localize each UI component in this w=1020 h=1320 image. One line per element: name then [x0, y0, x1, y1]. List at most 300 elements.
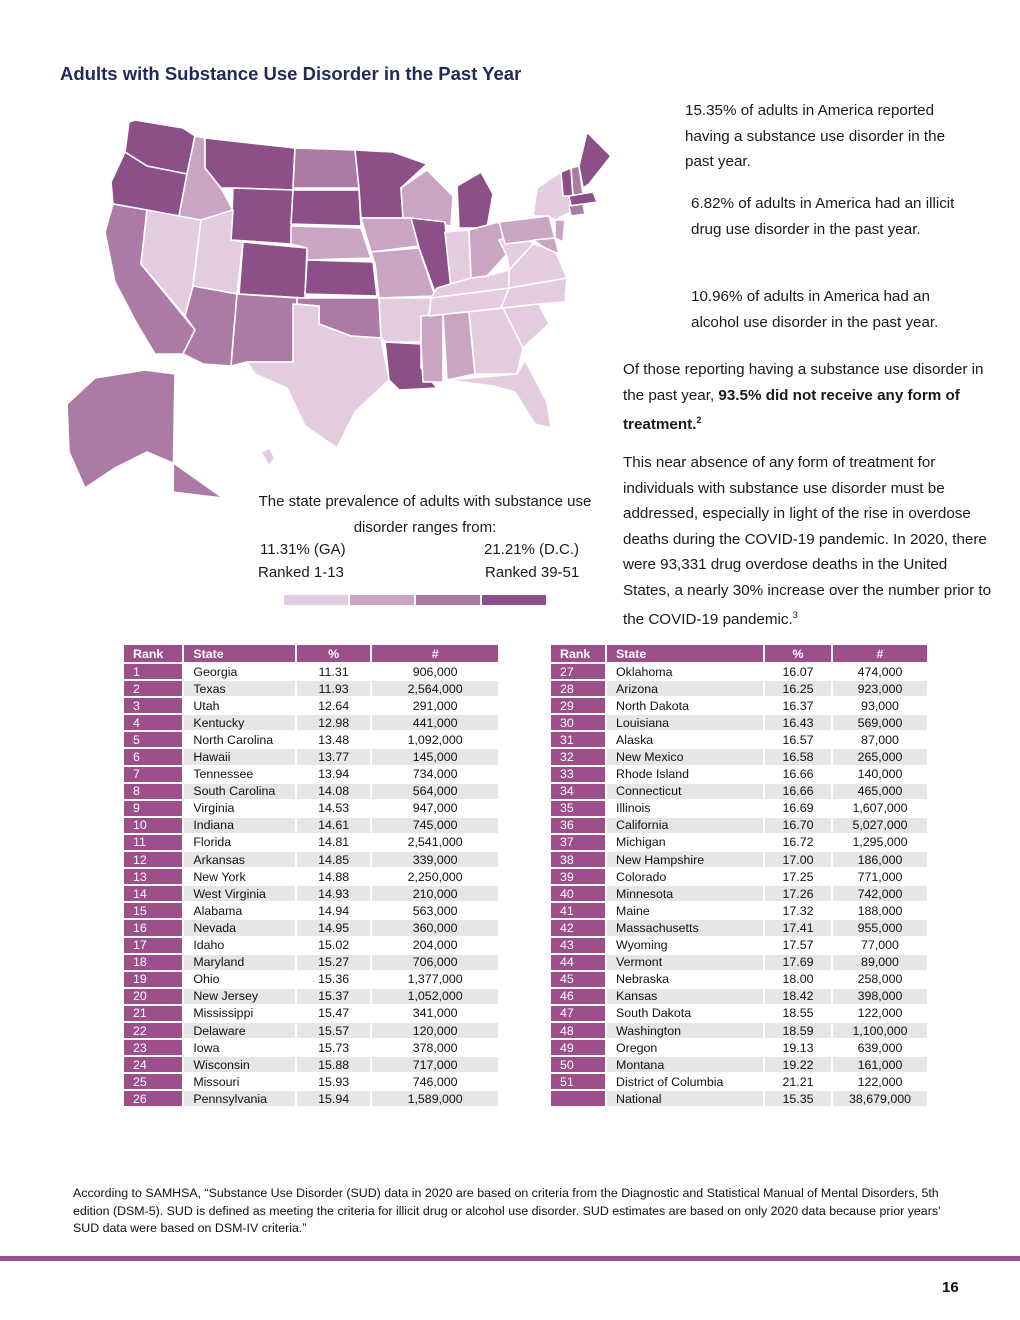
table-row: [123, 885, 499, 902]
state-cell: Oregon: [606, 1039, 764, 1056]
count-cell: 258,000: [832, 971, 928, 988]
stat-illicit-drug: 6.82% of adults in America had an illicit drug use disorder in the past year.: [691, 195, 955, 238]
count-cell: 120,000: [371, 1022, 499, 1039]
count-cell: 291,000: [371, 697, 499, 714]
count-cell: 89,000: [832, 954, 928, 971]
rank-cell: 50: [550, 1056, 606, 1073]
state-cell: Colorado: [606, 868, 764, 885]
state-cell: Delaware: [183, 1022, 296, 1039]
rank-cell: 42: [550, 919, 606, 936]
table-row: [550, 971, 928, 988]
rank-cell: 22: [123, 1022, 183, 1039]
pct-cell: 15.88: [296, 1056, 371, 1073]
count-cell: 93,000: [832, 697, 928, 714]
header-rank: Rank: [550, 644, 606, 663]
state-KS: [305, 260, 377, 296]
table-row: [123, 988, 499, 1005]
table-row: [123, 766, 499, 783]
count-cell: 955,000: [832, 919, 928, 936]
table-row: [550, 1039, 928, 1056]
rank-cell: 11: [123, 834, 183, 851]
footer-rule: [0, 1256, 1020, 1261]
table-row: [123, 1073, 499, 1090]
table-row: [550, 1056, 928, 1073]
count-cell: 339,000: [371, 851, 499, 868]
count-cell: 38,679,000: [832, 1090, 928, 1107]
state-cell: North Dakota: [606, 697, 764, 714]
pct-cell: 21.21: [764, 1073, 832, 1090]
count-cell: 563,000: [371, 902, 499, 919]
header-num: #: [832, 644, 928, 663]
count-cell: 122,000: [832, 1073, 928, 1090]
rank-cell: 12: [123, 851, 183, 868]
rank-cell: 1: [123, 663, 183, 680]
table-row: [550, 988, 928, 1005]
state-SD: [291, 190, 361, 226]
table-row: [550, 766, 928, 783]
table-row: [550, 1090, 928, 1107]
table-row: [550, 697, 928, 714]
no-treatment-lead: Of those reporting having a substance use disorder in the past year,: [623, 361, 984, 404]
table-row: [550, 851, 928, 868]
state-cell: Alaska: [606, 731, 764, 748]
rank-cell: 29: [550, 697, 606, 714]
legend-swatch-4: [482, 595, 546, 605]
table-row: [123, 954, 499, 971]
rank-cell: 13: [123, 868, 183, 885]
rank-cell: 32: [550, 748, 606, 765]
count-cell: 923,000: [832, 680, 928, 697]
pct-cell: 16.66: [764, 766, 832, 783]
rank-cell: 28: [550, 680, 606, 697]
state-cell: Rhode Island: [606, 766, 764, 783]
footnote-ref-2: 2: [696, 415, 702, 425]
pct-cell: 16.70: [764, 817, 832, 834]
table-row: [550, 902, 928, 919]
table-row: [123, 800, 499, 817]
count-cell: 474,000: [832, 663, 928, 680]
state-cell: Wisconsin: [183, 1056, 296, 1073]
count-cell: 2,541,000: [371, 834, 499, 851]
count-cell: 1,100,000: [832, 1022, 928, 1039]
legend-title: The state prevalence of adults with substance use disorder ranges from:: [258, 493, 592, 536]
pct-cell: 11.31: [296, 663, 371, 680]
count-cell: 1,377,000: [371, 971, 499, 988]
count-cell: 1,607,000: [832, 800, 928, 817]
pct-cell: 16.58: [764, 748, 832, 765]
state-cell: North Carolina: [183, 731, 296, 748]
overdose-text: This near absence of any form of treatment for individuals with substance use disorder must be addressed, especially in light of the rise in overdose deaths during the COVID-19 pandemic. In 2020, there were 93,331 drug overdose deaths in the United States, a nearly 30% increase over the number prior to the COVID-19 pandemic.: [623, 454, 992, 629]
count-cell: 1,052,000: [371, 988, 499, 1005]
rank-cell: 24: [123, 1056, 183, 1073]
table-row: [123, 834, 499, 851]
stat-sud-total: 15.35% of adults in America reported having a substance use disorder in the past year.: [685, 102, 946, 170]
state-cell: Virginia: [183, 800, 296, 817]
rank-cell: 17: [123, 937, 183, 954]
state-MT: [205, 138, 295, 190]
pct-cell: 13.94: [296, 766, 371, 783]
rank-cell: [550, 1090, 606, 1107]
table-row: [123, 783, 499, 800]
state-ME: [579, 132, 611, 188]
rank-cell: 15: [123, 902, 183, 919]
state-cell: District of Columbia: [606, 1073, 764, 1090]
count-cell: 771,000: [832, 868, 928, 885]
table-row: [123, 731, 499, 748]
count-cell: 717,000: [371, 1056, 499, 1073]
pct-cell: 15.02: [296, 937, 371, 954]
count-cell: 742,000: [832, 885, 928, 902]
rank-cell: 25: [123, 1073, 183, 1090]
pct-cell: 18.00: [764, 971, 832, 988]
rank-cell: 20: [123, 988, 183, 1005]
pct-cell: 17.57: [764, 937, 832, 954]
pct-cell: 15.94: [296, 1090, 371, 1107]
state-cell: Maryland: [183, 954, 296, 971]
state-cell: Washington: [606, 1022, 764, 1039]
legend-low-value: 11.31% (GA): [260, 541, 346, 558]
count-cell: 265,000: [832, 748, 928, 765]
pct-cell: 15.93: [296, 1073, 371, 1090]
pct-cell: 16.25: [764, 680, 832, 697]
rank-cell: 41: [550, 902, 606, 919]
legend-high-rank: Ranked 39-51: [485, 564, 580, 581]
state-cell: South Dakota: [606, 1005, 764, 1022]
state-cell: Iowa: [183, 1039, 296, 1056]
rank-cell: 51: [550, 1073, 606, 1090]
table-row: [550, 937, 928, 954]
pct-cell: 14.08: [296, 783, 371, 800]
rank-cell: 49: [550, 1039, 606, 1056]
pct-cell: 14.93: [296, 885, 371, 902]
pct-cell: 17.25: [764, 868, 832, 885]
state-cell: Hawaii: [183, 748, 296, 765]
table-row: [550, 817, 928, 834]
state-cell: South Carolina: [183, 783, 296, 800]
count-cell: 1,092,000: [371, 731, 499, 748]
pct-cell: 16.66: [764, 783, 832, 800]
table-row: [550, 1005, 928, 1022]
rank-cell: 47: [550, 1005, 606, 1022]
table-row: [123, 663, 499, 680]
state-cell: Vermont: [606, 954, 764, 971]
table-row: [550, 954, 928, 971]
state-cell: Maine: [606, 902, 764, 919]
state-cell: California: [606, 817, 764, 834]
count-cell: 378,000: [371, 1039, 499, 1056]
count-cell: 341,000: [371, 1005, 499, 1022]
state-cell: Florida: [183, 834, 296, 851]
pct-cell: 15.36: [296, 971, 371, 988]
state-cell: New Hampshire: [606, 851, 764, 868]
count-cell: 706,000: [371, 954, 499, 971]
state-cell: Wyoming: [606, 937, 764, 954]
pct-cell: 15.27: [296, 954, 371, 971]
table-header-row: [550, 644, 928, 663]
pct-cell: 16.57: [764, 731, 832, 748]
count-cell: 2,564,000: [371, 680, 499, 697]
count-cell: 188,000: [832, 902, 928, 919]
count-cell: 947,000: [371, 800, 499, 817]
pct-cell: 16.72: [764, 834, 832, 851]
state-cell: Illinois: [606, 800, 764, 817]
count-cell: 204,000: [371, 937, 499, 954]
table-row: [550, 885, 928, 902]
pct-cell: 14.61: [296, 817, 371, 834]
state-CT: [569, 204, 585, 216]
state-cell: Missouri: [183, 1073, 296, 1090]
count-cell: 465,000: [832, 783, 928, 800]
legend-swatch-3: [416, 595, 480, 605]
rank-cell: 43: [550, 937, 606, 954]
legend-low-rank: Ranked 1-13: [258, 564, 344, 581]
header-state: State: [606, 644, 764, 663]
rank-cell: 44: [550, 954, 606, 971]
header-rank: Rank: [123, 644, 183, 663]
state-cell: Kentucky: [183, 714, 296, 731]
pct-cell: 19.13: [764, 1039, 832, 1056]
pct-cell: 18.55: [764, 1005, 832, 1022]
count-cell: 1,295,000: [832, 834, 928, 851]
state-cell: Oklahoma: [606, 663, 764, 680]
count-cell: 186,000: [832, 851, 928, 868]
state-cell: Indiana: [183, 817, 296, 834]
count-cell: 145,000: [371, 748, 499, 765]
table-row: [123, 971, 499, 988]
page-number: 16: [942, 1279, 959, 1296]
count-cell: 140,000: [832, 766, 928, 783]
state-ND: [293, 148, 359, 188]
rank-cell: 48: [550, 1022, 606, 1039]
table-row: [123, 817, 499, 834]
state-cell: New York: [183, 868, 296, 885]
legend-swatch-2: [350, 595, 414, 605]
rank-cell: 33: [550, 766, 606, 783]
count-cell: 564,000: [371, 783, 499, 800]
table-row: [123, 937, 499, 954]
rank-table-left: [122, 643, 500, 1108]
table-row: [123, 851, 499, 868]
rank-cell: 26: [123, 1090, 183, 1107]
pct-cell: 11.93: [296, 680, 371, 697]
rank-cell: 9: [123, 800, 183, 817]
rank-cell: 5: [123, 731, 183, 748]
state-cell: Alabama: [183, 902, 296, 919]
pct-cell: 15.37: [296, 988, 371, 1005]
rank-cell: 7: [123, 766, 183, 783]
rank-cell: 39: [550, 868, 606, 885]
pct-cell: 13.48: [296, 731, 371, 748]
table-header-row: [123, 644, 499, 663]
rank-cell: 36: [550, 817, 606, 834]
state-AK: [67, 370, 223, 498]
count-cell: 639,000: [832, 1039, 928, 1056]
pct-cell: 18.42: [764, 988, 832, 1005]
table-row: [550, 748, 928, 765]
rank-cell: 40: [550, 885, 606, 902]
state-IA: [361, 218, 419, 252]
state-cell: West Virginia: [183, 885, 296, 902]
count-cell: 360,000: [371, 919, 499, 936]
rank-cell: 46: [550, 988, 606, 1005]
stat-no-treatment: [623, 357, 993, 438]
page-title: Adults with Substance Use Disorder in the Past Year: [60, 63, 522, 84]
state-HI: [261, 448, 275, 466]
state-cell: Pennsylvania: [183, 1090, 296, 1107]
rank-cell: 10: [123, 817, 183, 834]
count-cell: 734,000: [371, 766, 499, 783]
pct-cell: 14.81: [296, 834, 371, 851]
count-cell: 569,000: [832, 714, 928, 731]
table-row: [550, 680, 928, 697]
rank-cell: 45: [550, 971, 606, 988]
header-state: State: [183, 644, 296, 663]
state-cell: Mississippi: [183, 1005, 296, 1022]
table-row: [123, 680, 499, 697]
count-cell: 210,000: [371, 885, 499, 902]
pct-cell: 16.43: [764, 714, 832, 731]
count-cell: 906,000: [371, 663, 499, 680]
rank-cell: 35: [550, 800, 606, 817]
count-cell: 5,027,000: [832, 817, 928, 834]
state-cell: Arizona: [606, 680, 764, 697]
state-MI: [457, 172, 493, 228]
pct-cell: 17.00: [764, 851, 832, 868]
state-cell: Montana: [606, 1056, 764, 1073]
pct-cell: 17.32: [764, 902, 832, 919]
state-cell: Michigan: [606, 834, 764, 851]
legend-high-value: 21.21% (D.C.): [484, 541, 580, 558]
table-row: [123, 868, 499, 885]
state-cell: Texas: [183, 680, 296, 697]
pct-cell: 15.47: [296, 1005, 371, 1022]
count-cell: 122,000: [832, 1005, 928, 1022]
count-cell: 746,000: [371, 1073, 499, 1090]
table-row: [550, 663, 928, 680]
state-cell: Arkansas: [183, 851, 296, 868]
rank-cell: 18: [123, 954, 183, 971]
pct-cell: 17.41: [764, 919, 832, 936]
count-cell: 87,000: [832, 731, 928, 748]
table-row: [123, 1056, 499, 1073]
state-cell: Kansas: [606, 988, 764, 1005]
table-row: [123, 1022, 499, 1039]
state-MS: [421, 314, 443, 382]
state-cell: National: [606, 1090, 764, 1107]
pct-cell: 18.59: [764, 1022, 832, 1039]
rank-table-right: [549, 643, 929, 1108]
pct-cell: 14.95: [296, 919, 371, 936]
pct-cell: 16.07: [764, 663, 832, 680]
rank-cell: 34: [550, 783, 606, 800]
count-cell: 441,000: [371, 714, 499, 731]
pct-cell: 14.53: [296, 800, 371, 817]
table-row: [123, 714, 499, 731]
state-cell: Nebraska: [606, 971, 764, 988]
rank-cell: 16: [123, 919, 183, 936]
table-row: [123, 919, 499, 936]
table-row: [550, 868, 928, 885]
count-cell: 77,000: [832, 937, 928, 954]
header-num: #: [371, 644, 499, 663]
pct-cell: 15.73: [296, 1039, 371, 1056]
pct-cell: 14.88: [296, 868, 371, 885]
table-row: [123, 902, 499, 919]
state-cell: New Jersey: [183, 988, 296, 1005]
header-pct: %: [764, 644, 832, 663]
rank-cell: 14: [123, 885, 183, 902]
table-row: [550, 1022, 928, 1039]
pct-cell: 13.77: [296, 748, 371, 765]
count-cell: 745,000: [371, 817, 499, 834]
rank-cell: 31: [550, 731, 606, 748]
overdose-paragraph: [623, 450, 993, 633]
table-row: [123, 1090, 499, 1107]
count-cell: 161,000: [832, 1056, 928, 1073]
table-row: [550, 783, 928, 800]
rank-cell: 6: [123, 748, 183, 765]
rank-cell: 2: [123, 680, 183, 697]
rank-cell: 23: [123, 1039, 183, 1056]
pct-cell: 16.69: [764, 800, 832, 817]
stat-alcohol: 10.96% of adults in America had an alcohol use disorder in the past year.: [691, 288, 939, 331]
legend-swatch-1: [284, 595, 348, 605]
pct-cell: 12.98: [296, 714, 371, 731]
table-row: [550, 834, 928, 851]
state-cell: Tennessee: [183, 766, 296, 783]
count-cell: 398,000: [832, 988, 928, 1005]
table-row: [550, 800, 928, 817]
pct-cell: 17.69: [764, 954, 832, 971]
rank-cell: 21: [123, 1005, 183, 1022]
state-CO: [239, 242, 307, 298]
table-row: [550, 731, 928, 748]
pct-cell: 17.26: [764, 885, 832, 902]
state-WY: [231, 188, 293, 244]
pct-cell: 16.37: [764, 697, 832, 714]
state-NJ: [555, 220, 565, 242]
state-cell: Louisiana: [606, 714, 764, 731]
state-cell: Ohio: [183, 971, 296, 988]
state-cell: Connecticut: [606, 783, 764, 800]
header-pct: %: [296, 644, 371, 663]
table-row: [550, 714, 928, 731]
pct-cell: 12.64: [296, 697, 371, 714]
count-cell: 2,250,000: [371, 868, 499, 885]
state-NM: [231, 294, 297, 366]
rank-cell: 37: [550, 834, 606, 851]
footnote: According to SAMHSA, “Substance Use Disorder (SUD) data in 2020 are based on criteria from the Diagnostic and Statistical Manual of Mental Disorders, 5th edition (DSM-5). SUD is defined as meeting the criteria for illicit drug or alcohol use disorder. SUD estimates are based on only 2020 data because prior years’ SUD data were based on DSM-IV criteria.”: [73, 1186, 941, 1235]
table-row: [123, 697, 499, 714]
table-row: [123, 748, 499, 765]
pct-cell: 14.94: [296, 902, 371, 919]
state-cell: New Mexico: [606, 748, 764, 765]
footnote-ref-3: 3: [792, 610, 798, 620]
state-cell: Utah: [183, 697, 296, 714]
rank-cell: 4: [123, 714, 183, 731]
rank-cell: 38: [550, 851, 606, 868]
state-cell: Minnesota: [606, 885, 764, 902]
rank-cell: 19: [123, 971, 183, 988]
state-cell: Georgia: [183, 663, 296, 680]
pct-cell: 15.35: [764, 1090, 832, 1107]
rank-cell: 30: [550, 714, 606, 731]
pct-cell: 15.57: [296, 1022, 371, 1039]
table-row: [550, 919, 928, 936]
no-treatment-bold: 93.5% did not receive any form of treatment.: [623, 386, 960, 434]
table-row: [123, 1039, 499, 1056]
state-cell: Massachusetts: [606, 919, 764, 936]
